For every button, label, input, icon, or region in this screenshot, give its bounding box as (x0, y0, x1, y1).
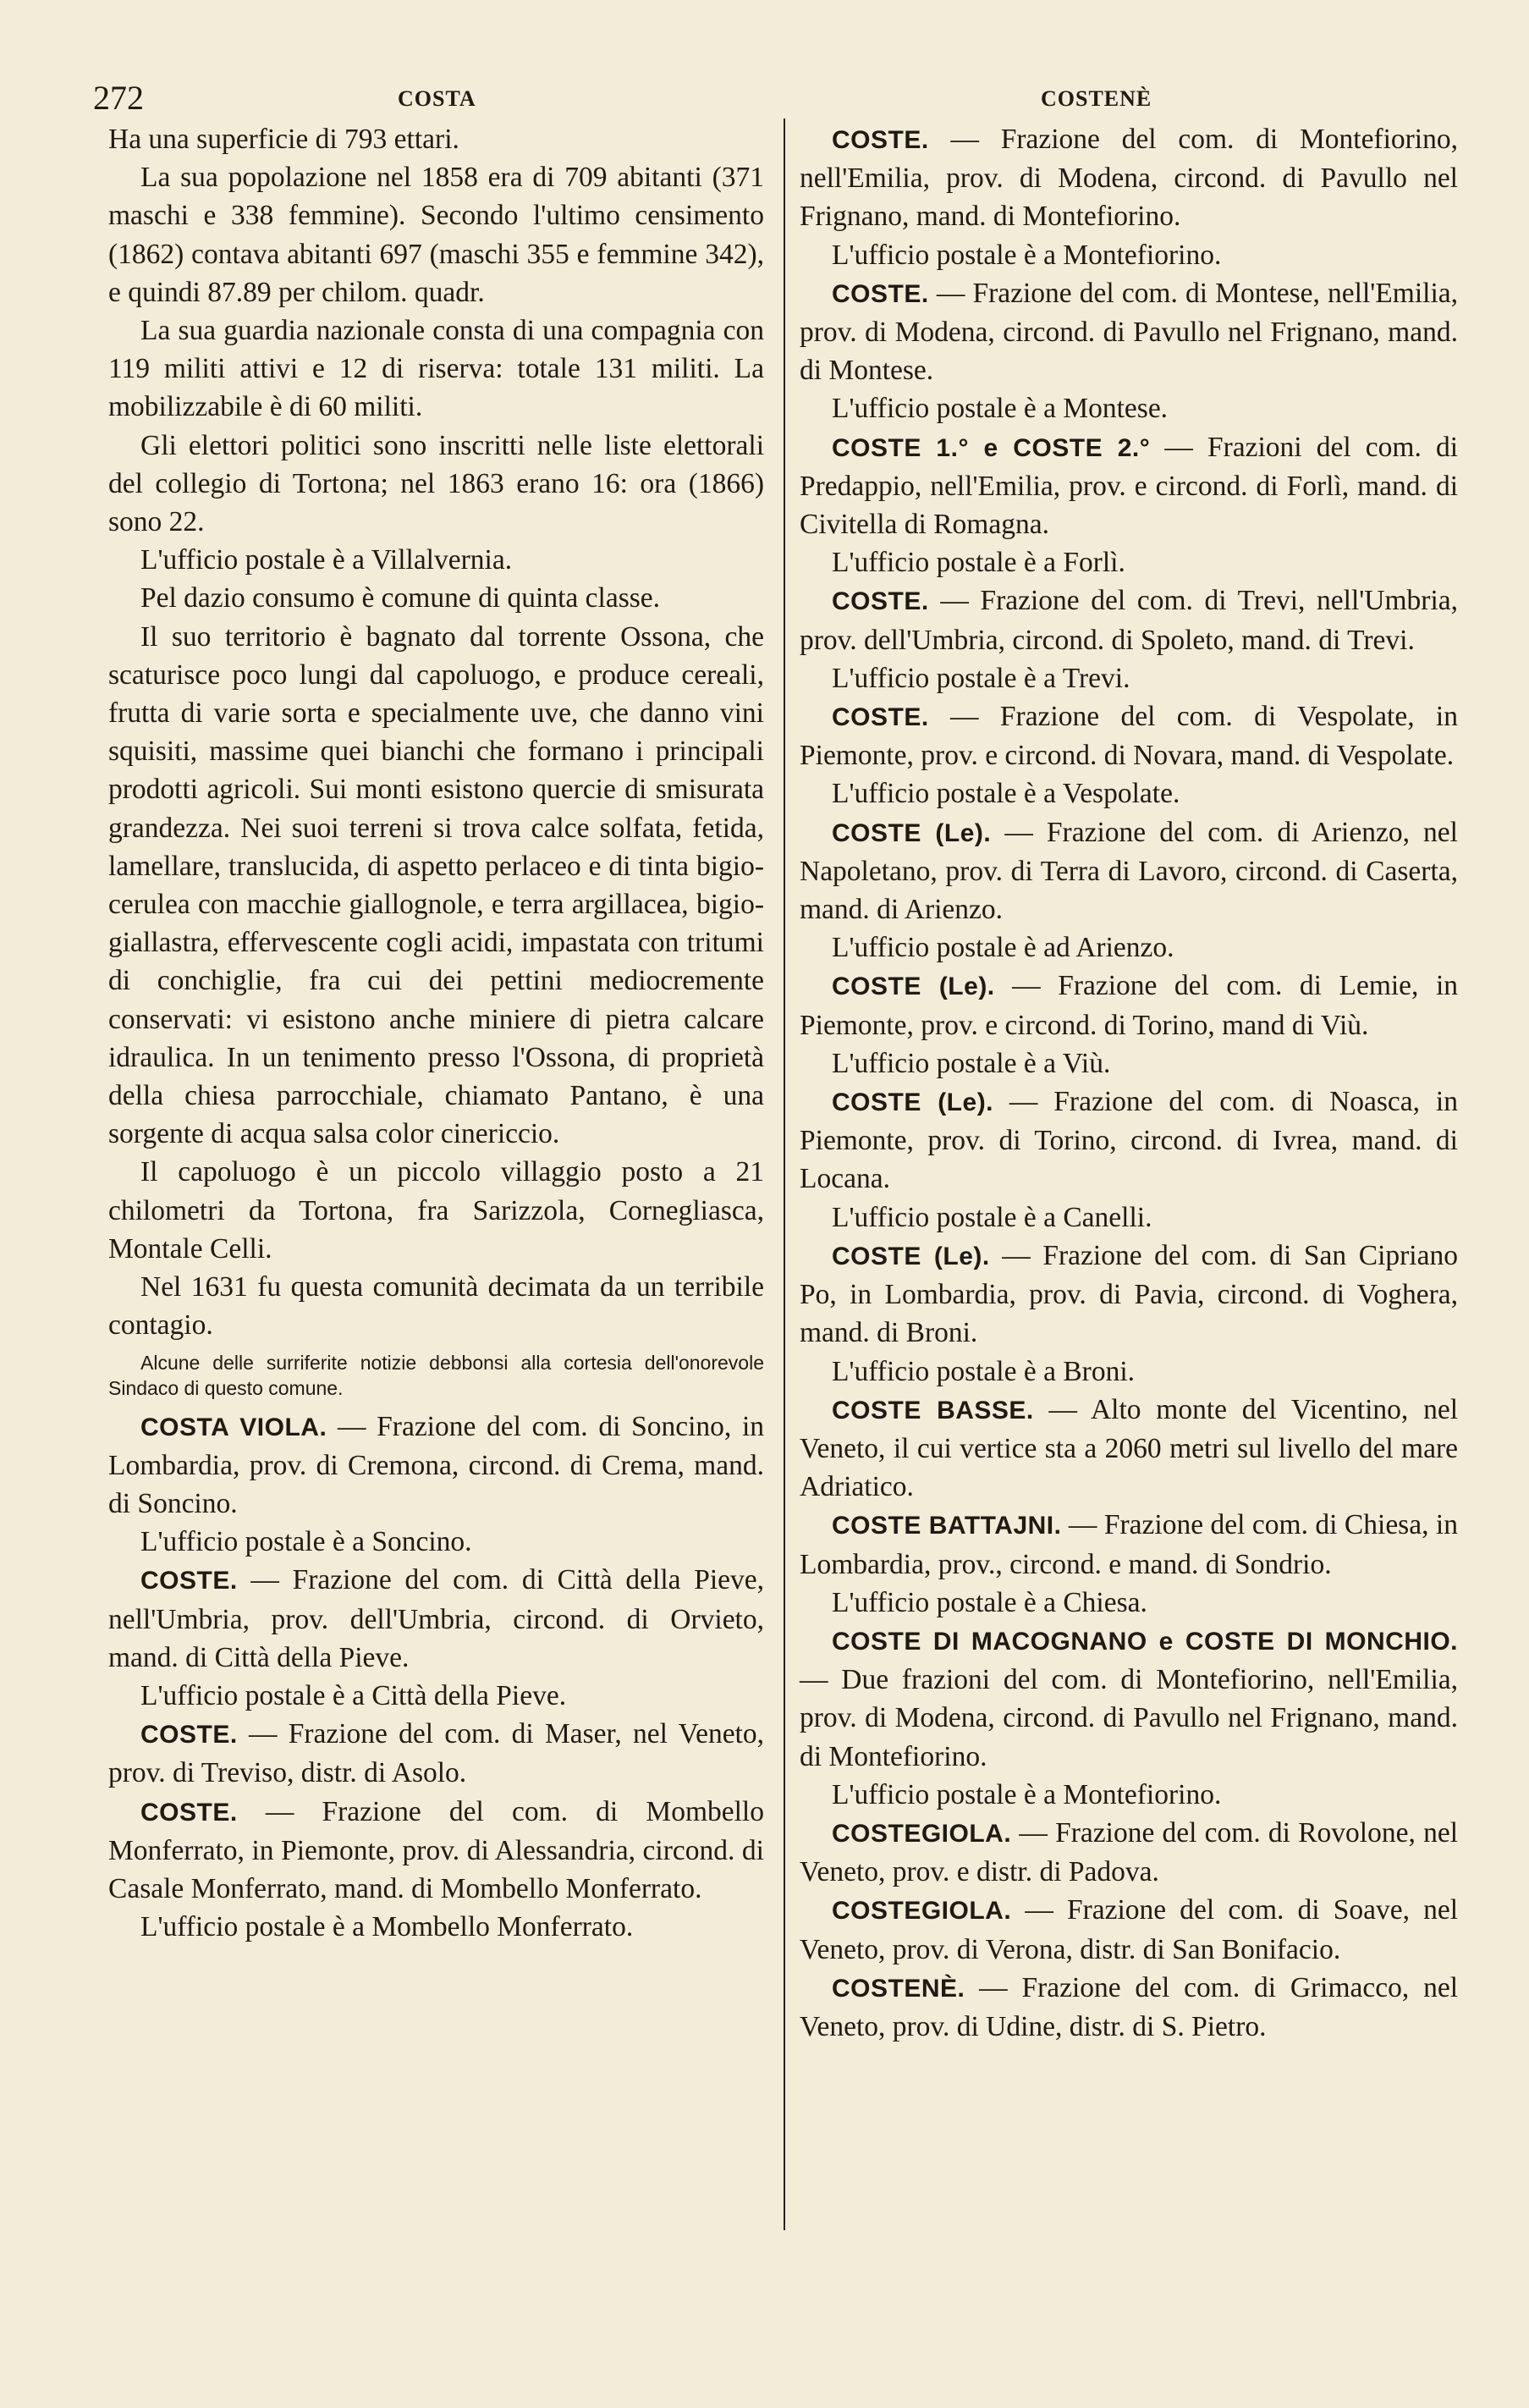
entry-text: — Frazione del com. di Arienzo, nel Napoletano, prov. di Terra di Lavoro, circond. di Caserta, mand. di Arienzo. (800, 816, 1458, 926)
dictionary-entry (800, 928, 1458, 967)
left-column (108, 120, 764, 1946)
paragraph: Gli elettori politici sono inscritti nelle liste elettorali del collegio di Tortona; nel 1863 erano 16: ora (1866) sono 22. (108, 429, 764, 538)
entry-text: L'ufficio postale è a Soncino. (140, 1526, 472, 1558)
entry-list (108, 1408, 764, 1947)
entry-text: L'ufficio postale è a Trevi. (832, 662, 1130, 694)
entry-text: L'ufficio postale è a Forlì. (832, 547, 1125, 579)
entry-headword: COSTE. (832, 126, 929, 154)
dictionary-entry (800, 1814, 1458, 1891)
dictionary-entry (800, 581, 1458, 658)
dictionary-entry (108, 1908, 764, 1946)
entry-list (800, 120, 1458, 2046)
dictionary-entry (800, 1776, 1458, 1814)
entry-headword: COSTE (Le). (832, 1242, 990, 1270)
entry-text: L'ufficio postale è a Broni. (832, 1355, 1135, 1387)
dictionary-entry (108, 1408, 764, 1524)
entry-text: — Frazioni del com. di Predappio, nell'Emilia, prov. e circond. di Forlì, mand. di Civitella di Romagna. (800, 431, 1458, 541)
entry-headword: COSTEGIOLA. (832, 1897, 1012, 1926)
entry-text: L'ufficio postale è a Città della Pieve. (140, 1679, 567, 1711)
entry-text: L'ufficio postale è a Chiesa. (832, 1586, 1147, 1618)
paragraph: L'ufficio postale è a Villalvernia. (140, 544, 513, 576)
entry-text: — Alto monte del Vicentino, nel Veneto, il cui vertice sta a 2060 metri sul livello del mare Adriatico. (800, 1393, 1459, 1503)
dictionary-entry (800, 774, 1458, 813)
entry-headword: COSTE 1.° e COSTE 2.° (832, 433, 1151, 462)
entry-headword: COSTE BASSE. (832, 1396, 1034, 1424)
entry-text: L'ufficio postale è a Montefiorino. (832, 239, 1222, 271)
entry-text: — Frazione del com. di Mombello Monferrato, in Piemonte, prov. di Alessandria, circond. di Casale Monferrato, mand. di Mombello Monferrato. (108, 1795, 764, 1904)
entry-headword: COSTE. (140, 1721, 238, 1750)
running-head-right: COSTENÈ (1041, 86, 1152, 111)
entry-text: — Frazione del com. di Trevi, nell'Umbria, prov. dell'Umbria, circond. di Spoleto, mand. di Trevi. (800, 585, 1458, 656)
paragraph: Nel 1631 fu questa comunità decimata da un terribile contagio. (108, 1271, 764, 1342)
entry-headword: COSTE DI MACOGNANO e COSTE DI MONCHIO. (832, 1627, 1458, 1656)
dictionary-entry (800, 543, 1458, 581)
paragraph: Ha una superficie di 793 ettari. (108, 124, 459, 155)
entry-text: L'ufficio postale è a Mombello Monferrato. (140, 1911, 634, 1943)
dictionary-entry (800, 1198, 1458, 1237)
entry-headword: COSTE. (140, 1567, 238, 1595)
entry-headword: COSTE BATTAJNI. (832, 1512, 1062, 1540)
dictionary-entry (800, 1969, 1458, 2046)
entry-text: L'ufficio postale è ad Arienzo. (832, 932, 1174, 964)
dictionary-entry (800, 1353, 1458, 1391)
right-column (800, 120, 1458, 2046)
dictionary-entry (800, 967, 1458, 1044)
entry-text: L'ufficio postale è a Montese. (832, 393, 1169, 425)
entry-text: — Frazione del com. di Città della Pieve, nell'Umbria, prov. dell'Umbria, circond. di Orvieto, mand. di Città della Pieve. (108, 1564, 764, 1673)
dictionary-entry (800, 659, 1458, 697)
dictionary-entry (800, 1506, 1458, 1583)
entry-text: — Frazione del com. di Soave, nel Veneto, prov. di Verona, distr. di San Bonifacio. (800, 1894, 1458, 1965)
dictionary-entry (800, 1044, 1458, 1083)
entry-text: — Frazione del com. di Maser, nel Veneto, prov. di Treviso, distr. di Asolo. (108, 1718, 764, 1789)
entry-text: — Frazione del com. di Montefiorino, nell'Emilia, prov. di Modena, circond. di Pavullo nel Frignano, mand. di Montefiorino. (800, 124, 1458, 233)
dictionary-entry (800, 120, 1458, 236)
entry-headword: COSTE (Le). (832, 818, 992, 847)
dictionary-entry (800, 1584, 1458, 1622)
dictionary-entry (800, 1622, 1458, 1776)
paragraph: La sua guardia nazionale consta di una compagnia con 119 militi attivi e 12 di riserva: totale 131 militi. La mobilizzabile è di 60 militi. (108, 315, 764, 423)
entry-text: — Frazione del com. di Soncino, in Lombardia, prov. di Cremona, circond. di Crema, mand. di Soncino. (108, 1410, 765, 1519)
entry-headword: COSTENÈ. (832, 1974, 965, 2003)
dictionary-entry (800, 236, 1458, 274)
entry-headword: COSTEGIOLA. (832, 1819, 1012, 1848)
entry-text: — Frazione del com. di Vespolate, in Piemonte, prov. e circond. di Novara, mand. di Vespolate. (800, 701, 1458, 772)
entry-headword: COSTA VIOLA. (140, 1413, 327, 1441)
entry-text: L'ufficio postale è a Canelli. (832, 1201, 1152, 1233)
page-number: 272 (93, 79, 144, 117)
dictionary-entry (108, 1523, 764, 1561)
dictionary-entry (800, 1083, 1458, 1198)
entry-text: L'ufficio postale è a Viù. (832, 1047, 1111, 1079)
dictionary-entry (800, 697, 1458, 774)
paragraph: La sua popolazione nel 1858 era di 709 abitanti (371 maschi e 338 femmine). Secondo l'ultimo censimento (1862) contava abitanti 697 (maschi 355 e femmine 342), e quindi 87.89 per chilom. quadr. (108, 162, 764, 308)
entry-text: L'ufficio postale è a Montefiorino. (832, 1778, 1222, 1810)
entry-text: — Frazione del com. di Rovolone, nel Veneto, prov. e distr. di Padova. (800, 1816, 1458, 1888)
paragraph: Pel dazio consumo è comune di quinta classe. (140, 582, 661, 614)
dictionary-entry (108, 1561, 764, 1677)
dictionary-entry (800, 1391, 1458, 1507)
entry-headword: COSTE. (832, 703, 929, 732)
entry-headword: COSTE. (140, 1798, 238, 1827)
entry-text: — Frazione del com. di Grimacco, nel Veneto, prov. di Udine, distr. di S. Pietro. (800, 1971, 1458, 2042)
entry-headword: COSTE. (832, 587, 929, 616)
entry-headword: COSTE (Le). (832, 1088, 994, 1117)
dictionary-entry (800, 428, 1458, 544)
entry-text: L'ufficio postale è a Vespolate. (832, 778, 1180, 810)
dictionary-entry (800, 813, 1458, 929)
dictionary-entry (800, 274, 1458, 390)
footnote: Alcune delle surriferite notizie debbonsi alla cortesia dell'onorevole Sindaco di questo comune. (108, 1351, 764, 1399)
entry-headword: COSTE (Le). (832, 973, 995, 1001)
entry-text: — Frazione del com. di Lemie, in Piemonte, prov. e circond. di Torino, mand di Viù. (800, 970, 1458, 1041)
entry-text: — Frazione del com. di Noasca, in Piemonte, prov. di Torino, circond. di Ivrea, mand. di Locana. (800, 1086, 1458, 1195)
paragraph: Il capoluogo è un piccolo villaggio posto a 21 chilometri da Tortona, fra Sarizzola, Cornegliasca, Montale Celli. (108, 1156, 764, 1265)
dictionary-entry (108, 1677, 764, 1715)
column-divider (784, 118, 785, 2230)
dictionary-entry (800, 389, 1458, 427)
dictionary-entry (108, 1715, 764, 1792)
dictionary-entry (800, 1237, 1458, 1353)
paragraph: Il suo territorio è bagnato dal torrente Ossona, che scaturisce poco lungi dal capoluogo, e produce cereali, frutta di varie sorta e specialmente uve, che danno vini squisiti, massime quei bianchi che formano i principali prodotti agricoli. Sui monti esistono quercie di smisurata grandezza. Nei suoi terreni si trova calce solfata, fetida, lamellare, translucida, di aspetto perlaceo e di tinta bigio-cerulea con macchie giallognole, e terra argillacea, bigio-giallastra, effervescente cogli acidi, impastata con tritumi di conchiglie, fra cui dei pettini mediocremente conservati: vi esistono anche miniere di pietra calcare idraulica. In un tenimento presso l'Ossona, di proprietà della chiesa parrocchiale, chiamato Pantano, è una sorgente di acqua salsa color cinericcio. (108, 620, 764, 1150)
entry-text: — Frazione del com. di Montese, nell'Emilia, prov. di Modena, circond. di Pavullo nel Frignano, mand. di Montese. (800, 277, 1458, 387)
dictionary-entry (800, 1891, 1458, 1968)
dictionary-entry (108, 1793, 764, 1909)
entry-text: — Due frazioni del com. di Montefiorino, nell'Emilia, prov. di Modena, circond. di Pavullo nel Frignano, mand. di Montefiorino. (800, 1664, 1458, 1772)
entry-text: — Frazione del com. di San Cipriano Po, in Lombardia, prov. di Pavia, circond. di Voghera, mand. di Broni. (800, 1239, 1458, 1349)
entry-text: — Frazione del com. di Chiesa, in Lombardia, prov., circond. e mand. di Sondrio. (800, 1509, 1458, 1580)
entry-headword: COSTE. (832, 279, 929, 308)
running-head-left: COSTA (398, 86, 476, 111)
